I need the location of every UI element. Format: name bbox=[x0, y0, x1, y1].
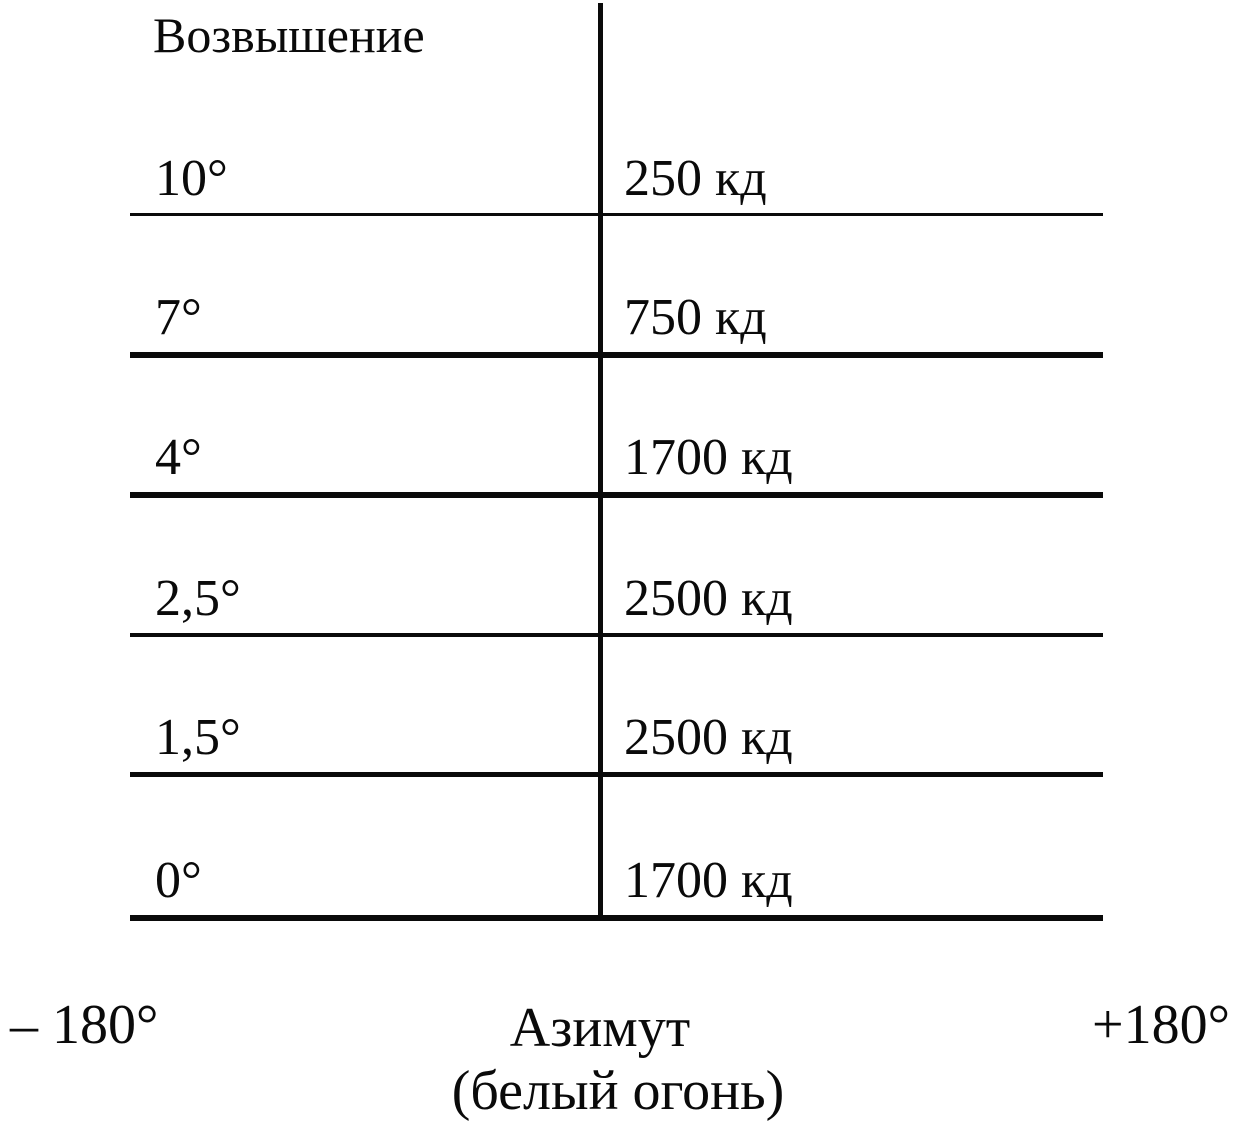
intensity-label: 2500 кд bbox=[624, 709, 793, 766]
elevation-label: 7° bbox=[155, 289, 202, 346]
elevation-rule-line bbox=[130, 213, 1103, 216]
azimuth-axis-subtitle: (белый огонь) bbox=[451, 1060, 785, 1122]
elevation-label: 10° bbox=[155, 150, 228, 207]
elevation-label: 1,5° bbox=[155, 709, 241, 766]
intensity-label: 250 кд bbox=[624, 150, 767, 207]
elevation-label: 2,5° bbox=[155, 570, 241, 627]
elevation-rule-line bbox=[130, 492, 1103, 498]
intensity-label: 1700 кд bbox=[624, 429, 793, 486]
elevation-rule-line bbox=[130, 633, 1103, 637]
elevation-label: 4° bbox=[155, 429, 202, 486]
elevation-axis-title: Возвышение bbox=[153, 7, 425, 63]
intensity-label: 750 кд bbox=[624, 289, 767, 346]
elevation-rule-line bbox=[130, 772, 1103, 777]
azimuth-max-label: +180° bbox=[1092, 994, 1230, 1056]
elevation-label: 0° bbox=[155, 852, 202, 909]
azimuth-axis-vertical-line bbox=[598, 3, 603, 918]
azimuth-min-label: – 180° bbox=[10, 994, 159, 1056]
elevation-rule-line bbox=[130, 352, 1103, 358]
azimuth-axis-title: Азимут bbox=[509, 997, 691, 1059]
intensity-label: 2500 кд bbox=[624, 570, 793, 627]
intensity-label: 1700 кд bbox=[624, 852, 793, 909]
elevation-rule-line bbox=[130, 915, 1103, 921]
